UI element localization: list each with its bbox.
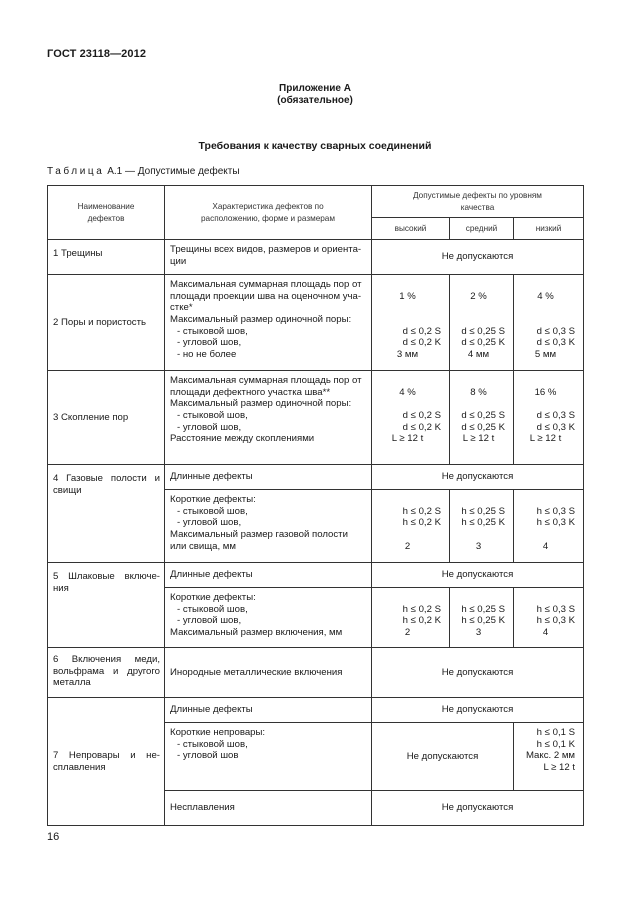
header-quality-levels: Допустимые дефекты по уровням качества [372, 186, 584, 218]
defect-name: 2 Поры и пористость [48, 275, 165, 371]
defect-name: 4 Газовые полости и свищи [48, 465, 165, 563]
table-row [48, 465, 584, 490]
not-allowed-cell: Не допускаются [372, 563, 584, 588]
not-allowed-cell: Не допускаются [372, 465, 584, 490]
defect-characteristics: Максимальная суммарная площадь пор от площади дефектного участка шва** Максимальный размер одиночной поры: - стыковой шов, - угловой шов, Расстояние между скоплениями [165, 371, 372, 465]
table-caption-number: А.1 — Допустимые дефекты [107, 166, 240, 177]
value-high: h ≤ 0,2 S h ≤ 0,2 K 2 [372, 588, 450, 648]
value-low: h ≤ 0,1 S h ≤ 0,1 K Макс. 2 мм L ≥ 12 t [514, 723, 584, 791]
table-row [48, 563, 584, 588]
document-code: ГОСТ 23118—2012 [47, 48, 147, 60]
appendix-title: Приложение А [279, 83, 351, 94]
defect-characteristics-long: Длинные дефекты [165, 465, 372, 490]
defect-characteristics: Короткие дефекты: - стыковой шов, - угловой шов, Максимальный размер включения, мм [165, 588, 372, 648]
table-header-row [48, 186, 584, 218]
value-low: 16 % d ≤ 0,3 S d ≤ 0,3 K L ≥ 12 t [514, 371, 584, 465]
defect-characteristics: Трещины всех видов, размеров и ориента- ции [165, 240, 372, 275]
defect-characteristics: Короткие дефекты: - стыковой шов, - угловой шов, Максимальный размер газовой полости или свища, мм [165, 490, 372, 563]
defect-name: 6 Включения меди, вольфрама и другого металла [48, 648, 165, 698]
table-row [48, 275, 584, 371]
appendix-heading [0, 83, 630, 107]
table-caption [47, 166, 240, 177]
value-medium: 8 % d ≤ 0,25 S d ≤ 0,25 K L ≥ 12 t [450, 371, 514, 465]
header-defect-name: Наименование дефектов [48, 186, 165, 240]
not-allowed-cell: Не допускаются [372, 791, 584, 826]
section-title: Требования к качеству сварных соединений [198, 140, 432, 152]
not-allowed-cell: Не допускаются [372, 723, 514, 791]
defect-characteristics: Короткие непровары: - стыковой шов, - угловой шов [165, 723, 372, 791]
table-row [48, 240, 584, 275]
defect-name: 7 Непровары и не-сплавления [48, 698, 165, 826]
value-low: 4 % d ≤ 0,3 S d ≤ 0,3 K 5 мм [514, 275, 584, 371]
defect-characteristics: Инородные металлические включения [165, 648, 372, 698]
defect-name: 1 Трещины [48, 240, 165, 275]
table-row [48, 371, 584, 465]
appendix-note: (обязательное) [277, 95, 353, 106]
value-medium: h ≤ 0,25 S h ≤ 0,25 K 3 [450, 490, 514, 563]
page-number: 16 [47, 831, 60, 843]
defect-characteristics-long: Длинные дефекты [165, 563, 372, 588]
value-low: h ≤ 0,3 S h ≤ 0,3 K 4 [514, 588, 584, 648]
defects-table [47, 185, 584, 826]
value-high: h ≤ 0,2 S h ≤ 0,2 K 2 [372, 490, 450, 563]
value-high: 4 % d ≤ 0,2 S d ≤ 0,2 K L ≥ 12 t [372, 371, 450, 465]
table-row [48, 698, 584, 723]
header-level-low: низкий [514, 218, 584, 240]
not-allowed-cell: Не допускаются [372, 698, 584, 723]
defect-characteristics: Максимальная суммарная площадь пор от площади проекции шва на оценочном уча- стке* Максимальный размер одиночной поры: - стыковой шов, - угловой шов, - но не более [165, 275, 372, 371]
not-allowed-cell: Не допускаются [372, 648, 584, 698]
header-level-high: высокий [372, 218, 450, 240]
value-medium: 2 % d ≤ 0,25 S d ≤ 0,25 K 4 мм [450, 275, 514, 371]
not-allowed-cell: Не допускаются [372, 240, 584, 275]
defect-characteristics-long: Длинные дефекты [165, 698, 372, 723]
defect-characteristics-fusion: Несплавления [165, 791, 372, 826]
value-low: h ≤ 0,3 S h ≤ 0,3 K 4 [514, 490, 584, 563]
value-medium: h ≤ 0,25 S h ≤ 0,25 K 3 [450, 588, 514, 648]
header-defect-characteristics: Характеристика дефектов по расположению, форме и размерам [165, 186, 372, 240]
defect-name: 3 Скопление пор [48, 371, 165, 465]
table-caption-label: Таблица [47, 166, 105, 177]
header-level-medium: средний [450, 218, 514, 240]
table-row [48, 648, 584, 698]
defect-name: 5 Шлаковые включе-ния [48, 563, 165, 648]
value-high: 1 % d ≤ 0,2 S d ≤ 0,2 K 3 мм [372, 275, 450, 371]
